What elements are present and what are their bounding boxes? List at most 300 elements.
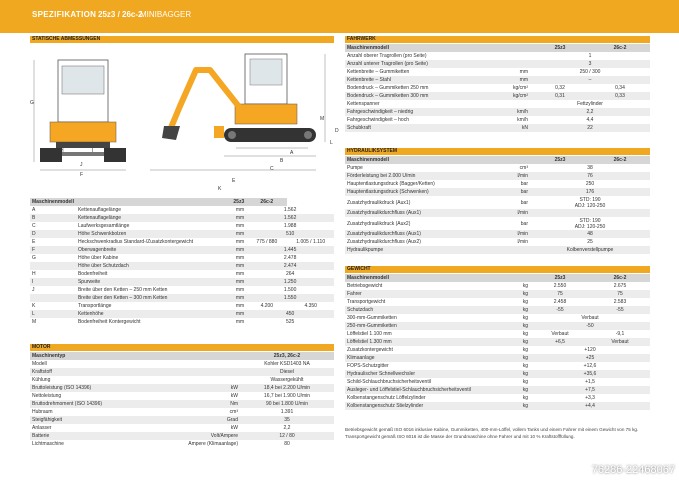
table-cell: 1.391 [280, 409, 294, 415]
table-row [345, 172, 650, 180]
table-row [345, 108, 650, 116]
section-fahrwerk-title: FAHRWERK [345, 36, 650, 43]
table-row [345, 52, 650, 60]
table-cell: bar [520, 199, 528, 206]
table-row [30, 376, 334, 384]
motor-table [30, 352, 334, 448]
table-cell: cm³ [519, 165, 528, 171]
table-cell [495, 156, 530, 164]
table-cell: Fahrgeschwindigkeit – niedrig [345, 108, 495, 116]
table-row [30, 310, 334, 318]
dim-label-g: G [30, 100, 34, 106]
table-cell: 1.550 [246, 294, 334, 302]
table-cell: kg [495, 306, 530, 314]
table-cell: Zusatzkontergewicht [347, 347, 393, 353]
header-type: MINIBAGGER [140, 10, 192, 19]
table-row [345, 402, 650, 410]
table-cell: 2.474 [246, 262, 334, 270]
dim-label-i: I [92, 148, 94, 154]
table-cell: mm [215, 294, 246, 302]
dim-label-l: L [330, 140, 333, 146]
table-cell [495, 246, 530, 254]
table-cell: 38 [587, 165, 593, 171]
table-row [30, 246, 334, 254]
table-cell [530, 209, 650, 217]
table-cell: +12,6 [583, 363, 597, 369]
table-cell: 75 [530, 290, 590, 298]
table-row [30, 318, 334, 326]
table-row [30, 230, 334, 238]
footnotes [345, 426, 650, 440]
table-cell: kg [522, 347, 528, 353]
hydraulik-table [345, 156, 650, 254]
table-cell: C [32, 223, 36, 229]
table-cell: 25z3 [530, 156, 590, 164]
table-cell: Förderleistung bei 2.000 U/min [345, 172, 495, 180]
table-cell: mm [235, 239, 245, 245]
table-cell [495, 60, 530, 68]
table-cell: 2,2 [530, 108, 650, 116]
table-cell: cm³ [229, 409, 238, 415]
table-cell: Nm [180, 400, 240, 408]
table-cell: Anzahl oberer Tragrollen (pro Seite) [347, 53, 427, 59]
table-row [30, 278, 334, 286]
table-row [30, 238, 334, 246]
table-row [30, 440, 334, 448]
table-cell: Nettoleistung [32, 393, 62, 399]
table-cell: Hauptentlastungsdruck (Bagger/Ketten) [347, 181, 435, 187]
table-cell: kg [522, 283, 528, 289]
table-cell: 250 [585, 181, 595, 187]
table-cell: Hydraulischer Schnellwechsler [345, 370, 495, 378]
side-view-drawing [140, 46, 335, 186]
footnote-operating-weight: Betriebsgewicht gemäß ISO 6016 inklusive Kabine, Gummiketten, 400-mm-Löffel, vollem Tanks und einem Fahrer mit einem Gewicht von 75 kg. [345, 427, 639, 432]
table-cell: Zusatzhydraulikdurchfluss (Aux2) [347, 239, 421, 245]
table-cell [76, 198, 215, 206]
table-cell: Zusatzhydraulikdurchfluss (Aux1) [345, 209, 495, 217]
table-cell: J [32, 287, 35, 293]
table-row [345, 209, 650, 217]
table-cell: Bodenfreiheit [77, 271, 108, 277]
table-cell: 450 [246, 310, 334, 318]
table-cell: 1.562 [283, 207, 297, 213]
table-cell: Transportgewicht [347, 299, 386, 305]
table-row [345, 246, 650, 254]
table-cell: kg [522, 331, 528, 337]
table-header-row [345, 274, 650, 282]
table-row [345, 124, 650, 132]
gewicht-table [345, 274, 650, 410]
table-cell: Kettenhöhe [76, 310, 215, 318]
table-cell [180, 376, 240, 384]
table-row [30, 384, 334, 392]
table-cell: +6,5 [530, 338, 590, 346]
table-cell: 0,31 [530, 92, 590, 100]
table-row [30, 270, 334, 278]
table-row [345, 164, 650, 172]
table-cell: kW [230, 393, 238, 399]
table-cell: 510 [246, 230, 334, 238]
table-cell: mm [215, 310, 246, 318]
table-row [30, 302, 334, 310]
table-cell: Batterie [30, 432, 180, 440]
table-row [345, 322, 650, 330]
watermark: 76286-22468067 [591, 464, 675, 476]
table-cell: Fettzylinder [577, 101, 603, 107]
table-cell: kg [522, 395, 528, 401]
dimensions-table [30, 198, 334, 326]
table-cell: mm [215, 262, 246, 270]
table-cell: 26c-2 [590, 44, 650, 52]
table-cell: +3,3 [585, 395, 595, 401]
table-cell: mm [215, 230, 246, 238]
table-cell: Kettenspanner [347, 101, 380, 107]
table-cell: kg/cm² [513, 85, 528, 91]
table-cell: 1.562 [246, 214, 334, 222]
table-cell: bar [495, 188, 530, 196]
table-cell: 25z3 [215, 198, 246, 206]
table-cell: – [530, 76, 650, 84]
table-cell: Löffelstiel 1.300 mm [345, 338, 495, 346]
table-cell: Modell [32, 361, 47, 367]
table-row [345, 362, 650, 370]
table-cell: E [32, 239, 36, 245]
table-cell: Pumpe [347, 165, 363, 171]
table-cell: +120 [584, 347, 596, 353]
table-cell: Steigfähigkeit [30, 416, 180, 424]
table-cell: kW [180, 384, 240, 392]
table-cell: kg [522, 363, 528, 369]
table-cell: 1.500 [283, 287, 297, 293]
table-row [30, 432, 334, 440]
table-cell: 3 [530, 60, 650, 68]
table-row [30, 368, 334, 376]
table-cell: 26c-2 [590, 274, 650, 282]
table-cell: Laufwerksgesamtlänge [77, 223, 130, 229]
table-cell: Maschinenmodell [345, 44, 495, 52]
table-cell: mm [235, 287, 245, 293]
dim-label-a: A [290, 150, 294, 156]
table-row [30, 392, 334, 400]
table-cell: Löffelstiel 1.100 mm [347, 331, 392, 337]
table-cell: km/h [517, 117, 528, 123]
table-cell: Hydraulikpumpe [345, 246, 495, 254]
table-cell: mm [215, 214, 246, 222]
table-cell: Betriebsgewicht [347, 283, 383, 289]
table-cell: bar [520, 181, 528, 187]
table-cell: kN [495, 124, 530, 132]
table-row [345, 100, 650, 108]
table-row [345, 354, 650, 362]
table-cell [495, 100, 530, 108]
table-cell: 26c-2 [590, 156, 650, 164]
table-cell: 4,4 [586, 117, 594, 123]
dim-label-e: E [232, 178, 236, 184]
header-band [0, 0, 679, 33]
table-cell: Bruttoleistung (ISO 14396) [30, 384, 180, 392]
table-cell: Kettenbreite – Gummiketten [347, 69, 410, 75]
header-section: SPEZIFIKATION [32, 10, 97, 19]
table-cell: G [32, 255, 36, 261]
table-cell: Verbaut [581, 315, 599, 321]
table-cell: Höhe über Kabine [77, 255, 119, 261]
table-cell: M [32, 319, 37, 325]
table-cell: 26c-2 [246, 198, 287, 206]
table-row [345, 330, 650, 338]
table-row [345, 60, 650, 68]
section-gewicht-title: GEWICHT [345, 266, 650, 273]
table-row [30, 408, 334, 416]
table-cell: 22 [530, 124, 650, 132]
table-cell: Fahrer [345, 290, 495, 298]
table-cell: kg [495, 370, 530, 378]
table-cell: 1.250 [246, 278, 334, 286]
table-cell: Schutzdach [345, 306, 495, 314]
table-row [345, 238, 650, 246]
table-row [345, 338, 650, 346]
table-cell: Volt/Ampere [180, 432, 240, 440]
table-row [345, 378, 650, 386]
table-cell: Maschinentyp [30, 352, 180, 360]
table-cell: Bodenfreiheit Kontergewicht [77, 319, 141, 325]
table-cell: Grad [180, 416, 240, 424]
table-row [345, 346, 650, 354]
table-cell: Kolbenstangenschutz Stielzylinder [345, 402, 495, 410]
table-cell: 2.675 [613, 283, 627, 289]
table-cell: K [32, 303, 36, 309]
table-row [345, 116, 650, 124]
section-hydraulik-title: HYDRAULIKSYSTEM [345, 148, 650, 155]
table-cell: mm [519, 69, 528, 75]
table-row [345, 386, 650, 394]
dim-label-h: H [60, 148, 64, 154]
table-cell: 25 [587, 239, 593, 245]
fahrwerk-table [345, 44, 650, 132]
table-cell: Anlasser [32, 425, 52, 431]
table-cell: kg [495, 290, 530, 298]
table-cell: 25z3, 26c-2 [240, 352, 334, 360]
table-cell: 12 / 80 [240, 432, 334, 440]
table-cell: 264 [285, 271, 295, 277]
table-cell: 25z3 [530, 44, 590, 52]
table-cell: 250 / 300 [579, 69, 601, 75]
table-cell: Höhe über Schutzdach [76, 262, 215, 270]
table-cell: 35 [240, 416, 334, 424]
table-row [345, 68, 650, 76]
table-cell: l/min [517, 239, 528, 245]
table-row [345, 76, 650, 84]
table-cell: -50 [530, 322, 650, 330]
table-cell: mm [235, 223, 245, 229]
table-cell: 80 [284, 441, 290, 447]
table-cell: Kettenauflagelänge [76, 214, 215, 222]
table-row [345, 306, 650, 314]
table-cell: mm [235, 303, 245, 309]
table-cell: Klimaanlage [345, 354, 495, 362]
table-cell: mm [235, 319, 245, 325]
table-cell: Breite über den Ketten – 250 mm Ketten [77, 287, 168, 293]
dim-label-c: C [270, 166, 274, 172]
table-cell: -55 [590, 306, 650, 314]
table-cell: A [32, 207, 36, 213]
table-row [30, 294, 334, 302]
table-cell: H [32, 271, 36, 277]
table-cell: Kolbenverstellpumpe [530, 246, 650, 254]
table-cell: Bruttodrehmoment (ISO 14396) [30, 400, 180, 408]
table-row [30, 424, 334, 432]
table-row [30, 206, 334, 214]
table-cell: Heckschwenkradius Standard-/Zusatzkontergewicht [77, 239, 194, 245]
table-cell [30, 262, 76, 270]
table-cell: Verbaut [551, 331, 569, 337]
table-cell: +4,4 [530, 402, 650, 410]
table-cell: Maschinenmodell [345, 274, 495, 282]
table-cell: Höhe Schwenkbolzen [76, 230, 215, 238]
table-cell: 2.458 [553, 299, 567, 305]
table-row [345, 84, 650, 92]
table-cell: 48 [530, 230, 650, 238]
dim-label-k: K [218, 186, 222, 192]
table-cell: F [30, 246, 76, 254]
table-cell [495, 52, 530, 60]
table-cell: D [30, 230, 76, 238]
table-cell: 0,33 [590, 92, 650, 100]
table-cell [30, 294, 76, 302]
table-row [345, 394, 650, 402]
table-row [345, 92, 650, 100]
table-cell: Anzahl unterer Tragrollen (pro Seite) [345, 60, 495, 68]
table-header-row [30, 198, 334, 206]
table-row [30, 262, 334, 270]
table-cell: kW [230, 425, 238, 431]
table-cell: bar [520, 220, 528, 227]
table-cell: Transportlänge [77, 303, 112, 309]
table-cell: Verbaut [590, 338, 650, 346]
table-cell: kg [495, 354, 530, 362]
table-cell: 176 [530, 188, 650, 196]
table-header-row [345, 44, 650, 52]
table-cell: Schubkraft [345, 124, 495, 132]
table-header-row [30, 352, 334, 360]
section-motor-title: MOTOR [30, 344, 334, 351]
table-cell: Bodendruck – Gummiketten 300 mm [345, 92, 495, 100]
dim-label-m: M [320, 116, 325, 122]
table-cell: kg [495, 386, 530, 394]
table-cell: km/h [495, 108, 530, 116]
table-row [345, 180, 650, 188]
table-cell: L [30, 310, 76, 318]
table-cell: mm [215, 278, 246, 286]
table-row [345, 298, 650, 306]
table-cell: Breite über den Ketten – 300 mm Ketten [76, 294, 215, 302]
table-cell: l/min [495, 209, 530, 217]
table-row [345, 290, 650, 298]
table-cell: 2.478 [283, 255, 297, 261]
table-cell: kg [522, 299, 528, 305]
table-cell: 775 / 880 [256, 239, 278, 245]
table-cell: 2.583 [613, 299, 627, 305]
table-cell: 1.988 [283, 223, 297, 229]
table-cell: +35,6 [530, 370, 650, 378]
table-cell: +1,5 [585, 379, 595, 385]
table-cell: Bodendruck – Gummiketten 250 mm [347, 85, 429, 91]
table-cell: mm [235, 255, 245, 261]
table-cell: Spurweite [76, 278, 215, 286]
table-cell [180, 352, 240, 360]
table-row [30, 214, 334, 222]
table-cell: mm [215, 246, 246, 254]
table-cell: Fahrgeschwindigkeit – hoch [347, 117, 409, 123]
table-row [30, 222, 334, 230]
table-cell: Zusatzhydraulikdruck (Aux2) [347, 220, 411, 227]
table-cell: 75 [590, 290, 650, 298]
table-cell: Zusatzhydraulikdurchfluss (Aux1) [345, 230, 495, 238]
table-row [30, 360, 334, 368]
table-cell: 300-mm-Gummiketten [347, 315, 397, 321]
table-row [30, 254, 334, 262]
table-row [345, 370, 650, 378]
table-cell: mm [235, 207, 245, 213]
table-cell: Hauptentlastungsdruck (Schwenken) [345, 188, 495, 196]
table-row [30, 400, 334, 408]
table-cell: 18,4 bei 2.200 U/min [240, 384, 334, 392]
table-cell: mm [235, 271, 245, 277]
table-cell: 25z3 [530, 274, 590, 282]
table-row [345, 196, 650, 209]
table-header-row [345, 156, 650, 164]
table-cell: STD: 190 ADJ: 120-250 [574, 217, 606, 230]
dim-label-j: J [80, 162, 83, 168]
table-cell: Kettenbreite – Stahl [345, 76, 495, 84]
table-cell: kg [522, 315, 528, 321]
table-cell: 1.445 [246, 246, 334, 254]
table-row [30, 416, 334, 424]
table-cell: STD: 190 ADJ: 120-250 [574, 196, 606, 209]
table-cell: 4.200 [260, 303, 274, 309]
table-cell: Kraftstoff [30, 368, 180, 376]
table-cell: 4.350 [304, 303, 317, 309]
section-dimensions-title: STATISCHE ABMESSUNGEN [30, 36, 334, 43]
table-cell: Schild-Schlauchbruchsicherheitsventil [347, 379, 431, 385]
dim-label-f: F [80, 172, 84, 178]
footnote-transport-weight: Transportgewicht gemäß ISO 6016 ist die Masse der Grundmaschine ohne Fahrer und mit 10 % Kraftstofffüllung. [345, 434, 575, 439]
table-cell: 90 bei 1.800 U/min [240, 400, 334, 408]
table-cell: 0,32 [555, 85, 565, 91]
table-cell: Lichtmaschine [32, 441, 64, 447]
table-cell: -9,1 [615, 331, 625, 337]
table-cell: Ampere (Klimaanlage) [188, 441, 238, 447]
table-cell: Kolbenstangenschutz Löffelzylinder [347, 395, 426, 401]
table-cell: 250-mm-Gummiketten [345, 322, 495, 330]
table-cell [495, 44, 530, 52]
table-row [345, 230, 650, 238]
table-cell [180, 368, 240, 376]
table-cell [180, 360, 240, 368]
table-cell: l/min [495, 230, 530, 238]
table-row [345, 217, 650, 230]
dim-label-d: D [335, 128, 339, 134]
table-cell: +7,5 [530, 386, 650, 394]
table-cell: Kettenauflagelänge [77, 207, 122, 213]
table-cell: kg/cm² [495, 92, 530, 100]
table-row [345, 314, 650, 322]
table-cell: 16,7 bei 1.900 U/min [263, 393, 311, 399]
table-cell: 1.005 / 1.110 [296, 239, 326, 245]
dim-label-b: B [280, 158, 284, 164]
table-cell: -55 [530, 306, 590, 314]
table-cell: Kohler KSD1403 NA [264, 361, 310, 367]
table-cell: Diesel [240, 368, 334, 376]
